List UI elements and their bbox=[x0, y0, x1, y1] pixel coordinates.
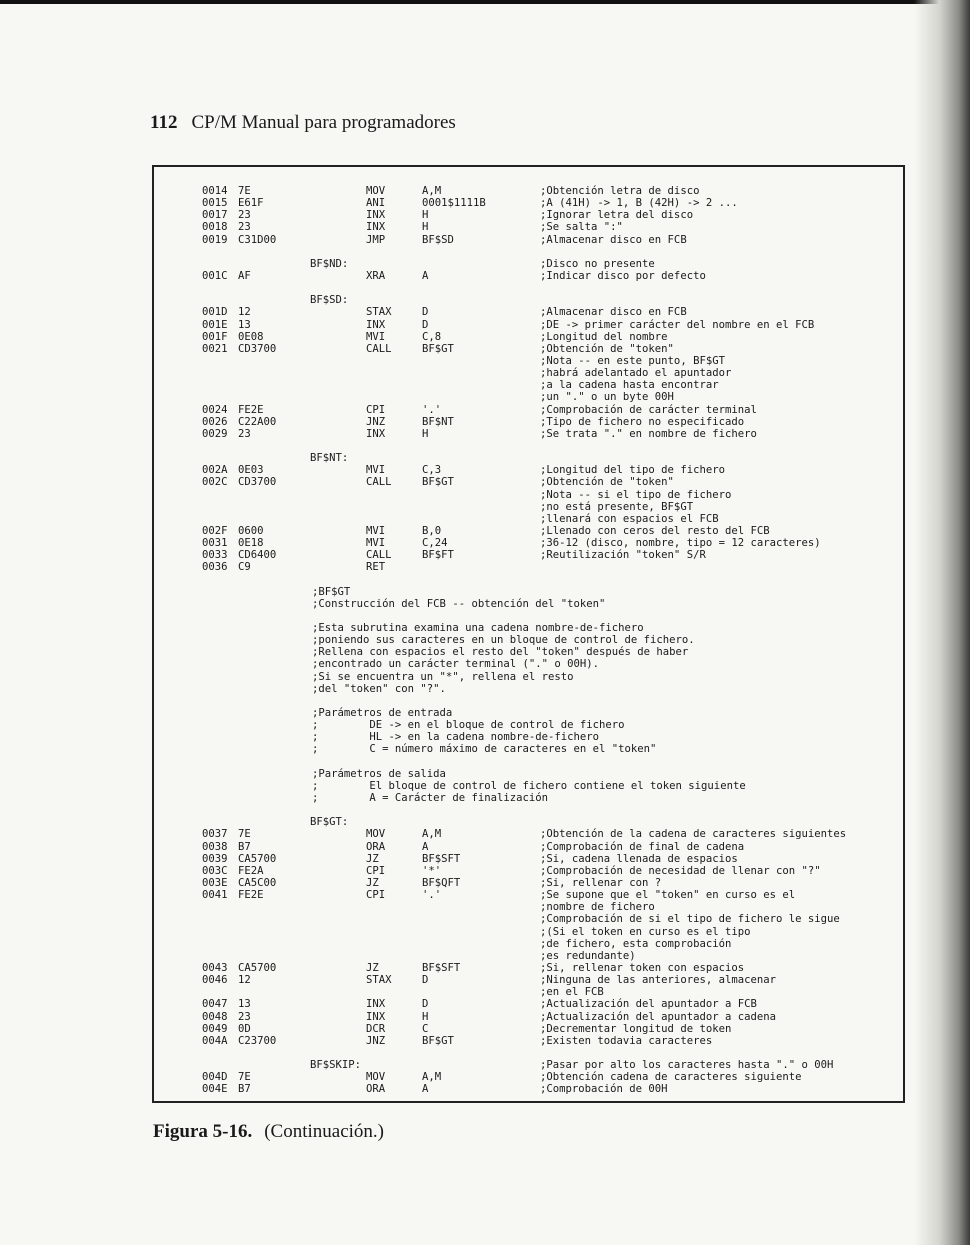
hex-code: 23 bbox=[238, 427, 251, 440]
operand: BF$GT bbox=[422, 342, 454, 355]
code-line bbox=[202, 841, 892, 853]
opcode: ANI bbox=[366, 197, 386, 210]
code-line bbox=[202, 865, 892, 877]
hex-code: CA5C00 bbox=[238, 877, 277, 890]
address: 001F bbox=[202, 330, 228, 343]
code-line bbox=[202, 913, 892, 925]
comment: ;a la cadena hasta encontrar bbox=[540, 379, 719, 392]
comment-text: ; DE -> en el bloque de control de fichero bbox=[312, 719, 625, 732]
comment-line bbox=[202, 731, 892, 743]
blank-line bbox=[202, 695, 892, 707]
label: BF$ND: bbox=[310, 257, 349, 270]
hex-code: E61F bbox=[238, 197, 264, 210]
code-line bbox=[202, 525, 892, 537]
opcode: MVI bbox=[366, 524, 386, 537]
opcode: DCR bbox=[366, 1022, 386, 1035]
comment-text: ;encontrado un carácter terminal ("." o 00H). bbox=[312, 658, 600, 671]
hex-code: CA5700 bbox=[238, 962, 277, 974]
code-line bbox=[202, 986, 892, 998]
hex-code: 23 bbox=[238, 221, 251, 234]
comment: ;Ignorar letra del disco bbox=[540, 209, 694, 222]
comment: ;Si, rellenar token con espacios bbox=[540, 962, 745, 974]
code-line bbox=[202, 416, 892, 428]
opcode: MVI bbox=[366, 464, 386, 477]
comment-text: ;poniendo sus caracteres en un bloque de control de fichero. bbox=[312, 634, 695, 647]
operand: '*' bbox=[422, 864, 442, 877]
operand: D bbox=[422, 318, 429, 331]
operand: D bbox=[422, 306, 429, 319]
code-line bbox=[202, 537, 892, 549]
comment: ;A (41H) -> 1, B (42H) -> 2 ... bbox=[540, 197, 738, 210]
hex-code: C31D00 bbox=[238, 233, 277, 246]
comment: ;Se salta ":" bbox=[540, 221, 623, 234]
label: BF$GT: bbox=[310, 816, 349, 829]
comment-text: ; A = Carácter de finalización bbox=[312, 792, 548, 805]
operand: H bbox=[422, 221, 429, 234]
comment: ;Existen todavia caracteres bbox=[540, 1034, 713, 1047]
comment: ;Tipo de fichero no especificado bbox=[540, 415, 745, 428]
code-line bbox=[202, 452, 892, 464]
opcode: MOV bbox=[366, 1071, 386, 1084]
comment: ;Obtención de "token" bbox=[540, 342, 674, 355]
code-line bbox=[202, 234, 892, 246]
operand: BF$SD bbox=[422, 233, 454, 246]
opcode: MVI bbox=[366, 330, 386, 343]
opcode: MOV bbox=[366, 828, 386, 841]
comment-line bbox=[202, 586, 892, 598]
address: 003C bbox=[202, 864, 228, 877]
blank-line bbox=[202, 1047, 892, 1059]
opcode: CALL bbox=[366, 342, 392, 355]
operand: D bbox=[422, 974, 429, 987]
comment: ;Llenado con ceros del resto del FCB bbox=[540, 524, 770, 537]
address: 0036 bbox=[202, 561, 228, 574]
opcode: STAX bbox=[366, 306, 392, 319]
comment: ;Reutilización "token" S/R bbox=[540, 549, 706, 562]
comment-text: ;Parámetros de salida bbox=[312, 767, 446, 780]
hex-code: 0D bbox=[238, 1022, 251, 1035]
blank-line bbox=[202, 440, 892, 452]
code-line bbox=[202, 379, 892, 391]
top-edge bbox=[0, 0, 970, 4]
comment: ;(Si el token en curso es el tipo bbox=[540, 925, 751, 938]
comment-line bbox=[202, 598, 892, 610]
comment: ;llenará con espacios el FCB bbox=[540, 512, 719, 525]
blank-line bbox=[202, 804, 892, 816]
comment-line bbox=[202, 634, 892, 646]
code-line bbox=[202, 185, 892, 197]
comment-line bbox=[202, 792, 892, 804]
hex-code: 0E18 bbox=[238, 537, 264, 550]
comment: ;un "." o un byte 00H bbox=[540, 391, 674, 404]
comment: ;Decrementar longitud de token bbox=[540, 1022, 732, 1035]
hex-code: 13 bbox=[238, 998, 251, 1011]
operand: BF$NT bbox=[422, 415, 454, 428]
address: 0038 bbox=[202, 840, 228, 853]
hex-code: 23 bbox=[238, 209, 251, 222]
hex-code: 7E bbox=[238, 1071, 251, 1084]
operand: C,3 bbox=[422, 464, 442, 477]
opcode: JMP bbox=[366, 233, 386, 246]
operand: A bbox=[422, 840, 429, 853]
opcode: CPI bbox=[366, 864, 386, 877]
comment: ;Se supone que el "token" en curso es el bbox=[540, 889, 796, 902]
address: 002C bbox=[202, 476, 228, 489]
hex-code: 0600 bbox=[238, 524, 264, 537]
comment-line bbox=[202, 780, 892, 792]
comment: ;Almacenar disco en FCB bbox=[540, 306, 687, 319]
comment: ;Obtención de "token" bbox=[540, 476, 674, 489]
address: 004E bbox=[202, 1083, 228, 1096]
comment-text: ;Esta subrutina examina una cadena nombre-de-fichero bbox=[312, 622, 644, 635]
address: 001D bbox=[202, 306, 228, 319]
comment-line bbox=[202, 707, 892, 719]
comment: ;Si, rellenar con ? bbox=[540, 877, 662, 890]
comment: ;Comprobación de carácter terminal bbox=[540, 403, 757, 416]
code-line bbox=[202, 270, 892, 282]
code-line bbox=[202, 950, 892, 962]
comment: ;Indicar disco por defecto bbox=[540, 269, 706, 282]
comment: ;Nota -- en este punto, BF$GT bbox=[540, 354, 725, 367]
operand: BF$GT bbox=[422, 476, 454, 489]
listing-frame bbox=[152, 165, 905, 1103]
hex-code: CA5700 bbox=[238, 852, 277, 865]
comment-line bbox=[202, 719, 892, 731]
opcode: INX bbox=[366, 1010, 386, 1023]
hex-code: CD3700 bbox=[238, 476, 277, 489]
address: 0017 bbox=[202, 209, 228, 222]
code-line bbox=[202, 306, 892, 318]
running-title: CP/M Manual para programadores bbox=[191, 112, 456, 133]
code-line bbox=[202, 926, 892, 938]
operand: H bbox=[422, 427, 429, 440]
comment: ;Pasar por alto los caracteres hasta "." o 00H bbox=[540, 1059, 834, 1072]
opcode: STAX bbox=[366, 974, 392, 987]
address: 0018 bbox=[202, 221, 228, 234]
code-line bbox=[202, 258, 892, 270]
hex-code: C23700 bbox=[238, 1034, 277, 1047]
address: 0024 bbox=[202, 403, 228, 416]
figure-caption bbox=[153, 1121, 384, 1143]
hex-code: 7E bbox=[238, 185, 251, 197]
comment: ;Obtención cadena de caracteres siguiente bbox=[540, 1071, 802, 1084]
hex-code: CD6400 bbox=[238, 549, 277, 562]
opcode: INX bbox=[366, 221, 386, 234]
comment: ;Nota -- si el tipo de fichero bbox=[540, 488, 732, 501]
comment: ;Si, cadena llenada de espacios bbox=[540, 852, 738, 865]
hex-code: 13 bbox=[238, 318, 251, 331]
code-line bbox=[202, 549, 892, 561]
comment-text: ;BF$GT bbox=[312, 585, 351, 598]
opcode: INX bbox=[366, 318, 386, 331]
comment: ;36-12 (disco, nombre, tipo = 12 caracteres) bbox=[540, 537, 821, 550]
comment: ;no está presente, BF$GT bbox=[540, 500, 694, 513]
address: 002A bbox=[202, 464, 228, 477]
code-line bbox=[202, 962, 892, 974]
operand: C bbox=[422, 1022, 429, 1035]
blank-line bbox=[202, 282, 892, 294]
opcode: MVI bbox=[366, 537, 386, 550]
comment: ;Comprobación de 00H bbox=[540, 1083, 668, 1096]
operand: H bbox=[422, 1010, 429, 1023]
code-line bbox=[202, 489, 892, 501]
code-line bbox=[202, 998, 892, 1010]
hex-code: FE2E bbox=[238, 403, 264, 416]
code-line bbox=[202, 853, 892, 865]
comment-line bbox=[202, 622, 892, 634]
operand: BF$FT bbox=[422, 549, 454, 562]
operand: BF$SFT bbox=[422, 852, 461, 865]
comment: ;nombre de fichero bbox=[540, 901, 655, 914]
code-line bbox=[202, 197, 892, 209]
comment-text: ; C = número máximo de caracteres en el "token" bbox=[312, 743, 657, 756]
comment: ;habrá adelantado el apuntador bbox=[540, 367, 732, 380]
book-spine-shadow bbox=[914, 0, 970, 1245]
opcode: JZ bbox=[366, 962, 379, 974]
address: 0019 bbox=[202, 233, 228, 246]
code-line bbox=[202, 561, 892, 573]
opcode: INX bbox=[366, 209, 386, 222]
code-line bbox=[202, 1071, 892, 1083]
operand: A bbox=[422, 269, 429, 282]
comment: ;de fichero, esta comprobación bbox=[540, 937, 732, 950]
comment-text: ;Si se encuentra un "*", rellena el resto bbox=[312, 670, 574, 683]
address: 0048 bbox=[202, 1010, 228, 1023]
hex-code: B7 bbox=[238, 840, 251, 853]
code-line bbox=[202, 889, 892, 901]
hex-code: 23 bbox=[238, 1010, 251, 1023]
address: 0037 bbox=[202, 828, 228, 841]
code-line bbox=[202, 331, 892, 343]
hex-code: 7E bbox=[238, 828, 251, 841]
address: 0046 bbox=[202, 974, 228, 987]
operand: H bbox=[422, 209, 429, 222]
code-line bbox=[202, 428, 892, 440]
blank-line bbox=[202, 610, 892, 622]
address: 001E bbox=[202, 318, 228, 331]
address: 004A bbox=[202, 1034, 228, 1047]
comment: ;es redundante) bbox=[540, 949, 636, 962]
code-line bbox=[202, 464, 892, 476]
comment-text: ;Parámetros de entrada bbox=[312, 707, 453, 720]
hex-code: B7 bbox=[238, 1083, 251, 1096]
label: BF$SD: bbox=[310, 294, 349, 307]
address: 003E bbox=[202, 877, 228, 890]
comment: ;Disco no presente bbox=[540, 257, 655, 270]
blank-line bbox=[202, 574, 892, 586]
label: BF$SKIP: bbox=[310, 1059, 362, 1072]
comment: ;Comprobación de si el tipo de fichero le sigue bbox=[540, 913, 840, 926]
comment: ;Actualización del apuntador a FCB bbox=[540, 998, 757, 1011]
operand: 0001$1111B bbox=[422, 197, 486, 210]
address: 0047 bbox=[202, 998, 228, 1011]
code-line bbox=[202, 901, 892, 913]
code-line bbox=[202, 294, 892, 306]
address: 0041 bbox=[202, 889, 228, 902]
opcode: ORA bbox=[366, 840, 386, 853]
hex-code: FE2A bbox=[238, 864, 264, 877]
hex-code: AF bbox=[238, 269, 251, 282]
code-line bbox=[202, 1035, 892, 1047]
address: 001C bbox=[202, 269, 228, 282]
code-line bbox=[202, 938, 892, 950]
code-line bbox=[202, 1011, 892, 1023]
comment-line bbox=[202, 743, 892, 755]
operand: BF$QFT bbox=[422, 877, 461, 890]
opcode: JZ bbox=[366, 852, 379, 865]
code-line bbox=[202, 209, 892, 221]
operand: '.' bbox=[422, 403, 442, 416]
comment-line bbox=[202, 658, 892, 670]
hex-code: C9 bbox=[238, 561, 251, 574]
code-line bbox=[202, 367, 892, 379]
operand: A,M bbox=[422, 185, 442, 197]
address: 0015 bbox=[202, 197, 228, 210]
address: 0014 bbox=[202, 185, 228, 197]
comment: ;Actualización del apuntador a cadena bbox=[540, 1010, 776, 1023]
code-line bbox=[202, 476, 892, 488]
comment: ;Obtención de la cadena de caracteres siguientes bbox=[540, 828, 847, 841]
blank-line bbox=[202, 756, 892, 768]
comment: ;en el FCB bbox=[540, 986, 604, 999]
address: 0049 bbox=[202, 1022, 228, 1035]
comment-text: ;del "token" con "?". bbox=[312, 682, 446, 695]
code-line bbox=[202, 404, 892, 416]
hex-code: 12 bbox=[238, 974, 251, 987]
comment-text: ; HL -> en la cadena nombre-de-fichero bbox=[312, 731, 600, 744]
comment-text: ;Construcción del FCB -- obtención del "token" bbox=[312, 597, 606, 610]
code-line bbox=[202, 319, 892, 331]
comment: ;Ninguna de las anteriores, almacenar bbox=[540, 974, 776, 987]
operand: A bbox=[422, 1083, 429, 1096]
opcode: INX bbox=[366, 998, 386, 1011]
label: BF$NT: bbox=[310, 452, 349, 465]
address: 0039 bbox=[202, 852, 228, 865]
operand: BF$GT bbox=[422, 1034, 454, 1047]
assembly-listing bbox=[202, 185, 892, 1096]
comment-line bbox=[202, 683, 892, 695]
comment: ;Comprobación de final de cadena bbox=[540, 840, 745, 853]
operand: D bbox=[422, 998, 429, 1011]
address: 0043 bbox=[202, 962, 228, 974]
hex-code: CD3700 bbox=[238, 342, 277, 355]
page-number: 112 bbox=[150, 112, 178, 133]
comment-text: ;Rellena con espacios el resto del "token" después de haber bbox=[312, 646, 689, 659]
operand: B,0 bbox=[422, 524, 442, 537]
code-line bbox=[202, 221, 892, 233]
address: 0031 bbox=[202, 537, 228, 550]
address: 0026 bbox=[202, 415, 228, 428]
opcode: INX bbox=[366, 427, 386, 440]
figure-caption-text: (Continuación.) bbox=[264, 1121, 384, 1142]
address: 004D bbox=[202, 1071, 228, 1084]
address: 002F bbox=[202, 524, 228, 537]
comment-line bbox=[202, 646, 892, 658]
comment-line bbox=[202, 671, 892, 683]
opcode: CALL bbox=[366, 549, 392, 562]
opcode: CALL bbox=[366, 476, 392, 489]
hex-code: 0E03 bbox=[238, 464, 264, 477]
operand: BF$SFT bbox=[422, 962, 461, 974]
code-line bbox=[202, 391, 892, 403]
opcode: CPI bbox=[366, 889, 386, 902]
code-line bbox=[202, 828, 892, 840]
hex-code: C22A00 bbox=[238, 415, 277, 428]
code-line bbox=[202, 1059, 892, 1071]
comment-line bbox=[202, 768, 892, 780]
hex-code: FE2E bbox=[238, 889, 264, 902]
operand: A,M bbox=[422, 1071, 442, 1084]
operand: C,8 bbox=[422, 330, 442, 343]
address: 0029 bbox=[202, 427, 228, 440]
opcode: XRA bbox=[366, 269, 386, 282]
operand: C,24 bbox=[422, 537, 448, 550]
comment: ;Longitud del tipo de fichero bbox=[540, 464, 725, 477]
hex-code: 12 bbox=[238, 306, 251, 319]
opcode: JNZ bbox=[366, 415, 386, 428]
address: 0021 bbox=[202, 342, 228, 355]
code-line bbox=[202, 501, 892, 513]
figure-label: Figura 5-16. bbox=[153, 1121, 253, 1142]
opcode: JZ bbox=[366, 877, 379, 890]
code-line bbox=[202, 343, 892, 355]
blank-line bbox=[202, 246, 892, 258]
comment: ;DE -> primer carácter del nombre en el FCB bbox=[540, 318, 815, 331]
opcode: MOV bbox=[366, 185, 386, 197]
code-line bbox=[202, 877, 892, 889]
hex-code: 0E08 bbox=[238, 330, 264, 343]
code-line bbox=[202, 816, 892, 828]
comment: ;Comprobación de necesidad de llenar con "?" bbox=[540, 864, 821, 877]
code-line bbox=[202, 974, 892, 986]
code-line bbox=[202, 1023, 892, 1035]
operand: '.' bbox=[422, 889, 442, 902]
code-line bbox=[202, 513, 892, 525]
comment: ;Almacenar disco en FCB bbox=[540, 233, 687, 246]
operand: A,M bbox=[422, 828, 442, 841]
comment: ;Se trata "." en nombre de fichero bbox=[540, 427, 757, 440]
opcode: JNZ bbox=[366, 1034, 386, 1047]
comment: ;Longitud del nombre bbox=[540, 330, 668, 343]
opcode: ORA bbox=[366, 1083, 386, 1096]
comment-text: ; El bloque de control de fichero contiene el token siguiente bbox=[312, 779, 746, 792]
opcode: RET bbox=[366, 561, 386, 574]
code-line bbox=[202, 355, 892, 367]
opcode: CPI bbox=[366, 403, 386, 416]
code-line bbox=[202, 1083, 892, 1095]
page-header bbox=[150, 112, 456, 134]
comment: ;Obtención letra de disco bbox=[540, 185, 700, 197]
address: 0033 bbox=[202, 549, 228, 562]
